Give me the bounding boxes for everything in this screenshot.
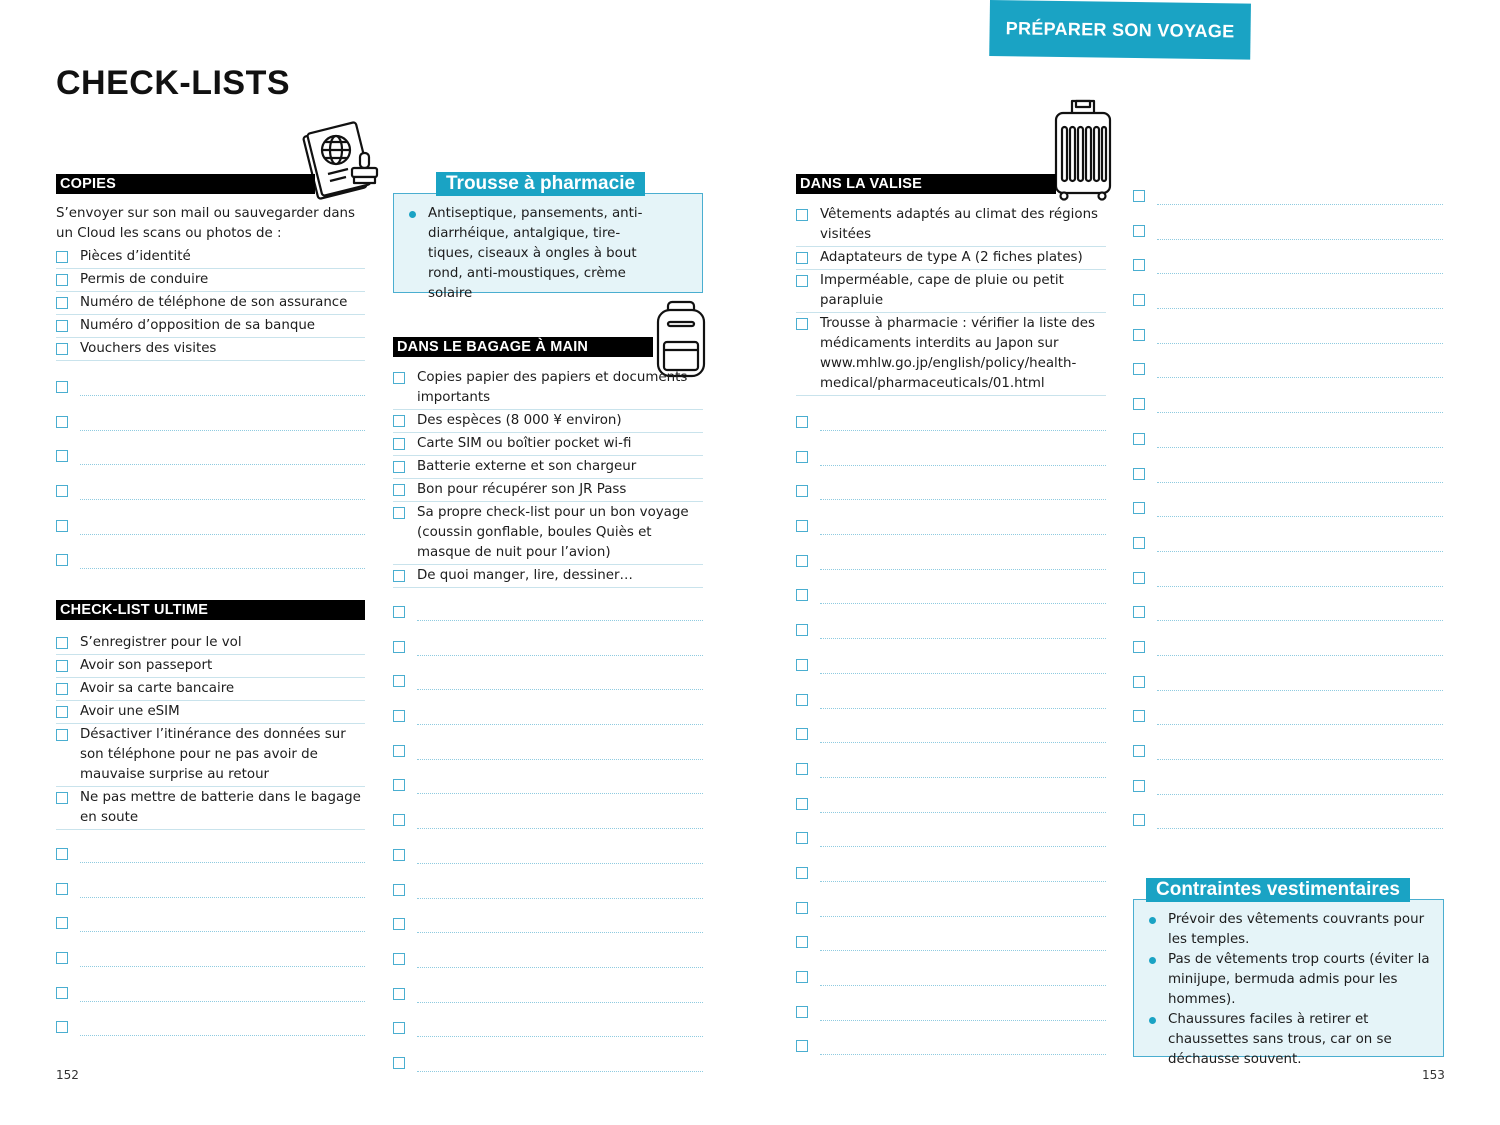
- checklist-item[interactable]: [393, 433, 703, 456]
- extra-checklist: [1133, 176, 1443, 835]
- bullet-item: [1134, 910, 1433, 950]
- write-in-line[interactable]: [820, 777, 1106, 778]
- write-in-line[interactable]: [80, 1001, 365, 1002]
- blank-checklist-row[interactable]: [796, 402, 1106, 437]
- blank-checklist-row[interactable]: [1133, 280, 1443, 315]
- checkbox[interactable]: [796, 485, 808, 497]
- blank-checklist-row[interactable]: [796, 784, 1106, 819]
- blank-checklist-row[interactable]: [796, 992, 1106, 1027]
- checklist-item-label: Avoir sa carte bancaire: [80, 681, 235, 696]
- write-in-line[interactable]: [1157, 690, 1443, 691]
- checkbox[interactable]: [796, 728, 808, 740]
- blank-checklist-row[interactable]: [1133, 800, 1443, 835]
- write-in-line[interactable]: [1157, 551, 1443, 552]
- checkbox[interactable]: [1133, 225, 1145, 237]
- valise-list: [796, 204, 1106, 396]
- copies-header: COPIES: [56, 174, 315, 194]
- checkbox[interactable]: [1133, 363, 1145, 375]
- checkbox[interactable]: [796, 416, 808, 428]
- checklist-item-label: Adaptateurs de type A (2 fiches plates): [820, 250, 1083, 265]
- blank-checklist-row[interactable]: [393, 870, 703, 905]
- checkbox[interactable]: [1133, 398, 1145, 410]
- blank-checklist-row[interactable]: [796, 645, 1106, 680]
- checkbox[interactable]: [796, 867, 808, 879]
- page-number-right: 153: [1422, 1068, 1445, 1082]
- blank-checklist-row[interactable]: [1133, 731, 1443, 766]
- write-in-line[interactable]: [820, 950, 1106, 951]
- checkbox[interactable]: [796, 798, 808, 810]
- blank-checklist-row[interactable]: [1133, 176, 1443, 211]
- checklist-item-label: Sa propre check-list pour un bon voyage (coussin gonflable, boules Quiès et masque de nuit pour l’avion): [417, 505, 689, 560]
- vestimentaires-list: [1134, 910, 1443, 1070]
- valise-section: [796, 174, 1106, 1061]
- write-in-line[interactable]: [417, 793, 703, 794]
- checkbox[interactable]: [393, 484, 405, 496]
- write-in-line[interactable]: [1157, 308, 1443, 309]
- checkbox[interactable]: [393, 570, 405, 582]
- blank-checklist-row[interactable]: [393, 835, 703, 870]
- checkbox[interactable]: [393, 988, 405, 1000]
- checkbox[interactable]: [393, 415, 405, 427]
- checklist-item-label: Trousse à pharmacie : vérifier la liste des médicaments interdits au Japon sur www.mhlw.go.jp/english/policy/health-medical/pharmaceuticals/01.html: [820, 316, 1095, 391]
- checkbox[interactable]: [1133, 537, 1145, 549]
- blank-checklist-row[interactable]: [1133, 315, 1443, 350]
- checkbox[interactable]: [1133, 502, 1145, 514]
- write-in-line[interactable]: [820, 603, 1106, 604]
- write-in-line[interactable]: [1157, 794, 1443, 795]
- write-in-line[interactable]: [417, 898, 703, 899]
- blank-checklist-row[interactable]: [1133, 419, 1443, 454]
- blank-checklist-row[interactable]: [393, 765, 703, 800]
- checkbox[interactable]: [56, 637, 68, 649]
- blank-checklist-row[interactable]: [1133, 454, 1443, 489]
- checklist-item-label: Des espèces (8 000 ¥ environ): [417, 413, 622, 428]
- write-in-line[interactable]: [820, 638, 1106, 639]
- write-in-line[interactable]: [1157, 724, 1443, 725]
- bullet-dot-icon: [1149, 917, 1156, 924]
- vestimentaires-title: Contraintes vestimentaires: [1146, 878, 1410, 902]
- bullet-dot-icon: [1149, 957, 1156, 964]
- checklist-item[interactable]: [56, 269, 365, 292]
- write-in-line[interactable]: [417, 655, 703, 656]
- checkbox[interactable]: [1133, 190, 1145, 202]
- checklist-item-label: Avoir son passeport: [80, 658, 213, 673]
- checkbox[interactable]: [796, 451, 808, 463]
- checklist-item[interactable]: [56, 787, 365, 830]
- checkbox[interactable]: [393, 675, 405, 687]
- checkbox[interactable]: [56, 520, 68, 532]
- write-in-line[interactable]: [80, 395, 365, 396]
- write-in-line[interactable]: [1157, 620, 1443, 621]
- checkbox[interactable]: [56, 416, 68, 428]
- write-in-line[interactable]: [80, 464, 365, 465]
- checkbox[interactable]: [393, 884, 405, 896]
- blank-checklist-row[interactable]: [1133, 766, 1443, 801]
- copies-blank-list: [56, 367, 365, 575]
- write-in-line[interactable]: [820, 985, 1106, 986]
- checklist-item[interactable]: [796, 204, 1106, 247]
- blank-checklist-row[interactable]: [796, 714, 1106, 749]
- checkbox[interactable]: [393, 779, 405, 791]
- checklist-item-label: De quoi manger, lire, dessiner…: [417, 568, 633, 583]
- checkbox[interactable]: [393, 710, 405, 722]
- checklist-item[interactable]: [393, 479, 703, 502]
- bullet-text: Prévoir des vêtements couvrants pour les temples.: [1168, 912, 1425, 947]
- write-in-line[interactable]: [1157, 447, 1443, 448]
- blank-checklist-row[interactable]: [1133, 523, 1443, 558]
- write-in-line[interactable]: [1157, 516, 1443, 517]
- write-in-line[interactable]: [1157, 204, 1443, 205]
- checkbox[interactable]: [56, 706, 68, 718]
- write-in-line[interactable]: [417, 1071, 703, 1072]
- bullet-dot-icon: [1149, 1017, 1156, 1024]
- ultime-section: [56, 600, 365, 1042]
- checkbox[interactable]: [1133, 710, 1145, 722]
- checkbox[interactable]: [1133, 641, 1145, 653]
- write-in-line[interactable]: [1157, 655, 1443, 656]
- pharmacie-box: [393, 173, 703, 301]
- blank-checklist-row[interactable]: [1133, 627, 1443, 662]
- checklist-item-label: Bon pour récupérer son JR Pass: [417, 482, 627, 497]
- write-in-line[interactable]: [820, 708, 1106, 709]
- checkbox[interactable]: [56, 952, 68, 964]
- blank-checklist-row[interactable]: [393, 800, 703, 835]
- checklist-item[interactable]: [796, 313, 1106, 396]
- checkbox[interactable]: [56, 792, 68, 804]
- checklist-item-label: Numéro de téléphone de son assurance: [80, 295, 348, 310]
- checklist-item[interactable]: [796, 270, 1106, 313]
- checkbox[interactable]: [393, 438, 405, 450]
- checklist-item-label: Permis de conduire: [80, 272, 209, 287]
- blank-checklist-row[interactable]: [1133, 245, 1443, 280]
- checkbox[interactable]: [56, 274, 68, 286]
- checkbox[interactable]: [56, 554, 68, 566]
- checkbox[interactable]: [1133, 606, 1145, 618]
- checkbox[interactable]: [1133, 433, 1145, 445]
- checklist-item[interactable]: [56, 315, 365, 338]
- blank-checklist-row[interactable]: [1133, 558, 1443, 593]
- write-in-line[interactable]: [417, 620, 703, 621]
- checklist-item[interactable]: [56, 724, 365, 787]
- checkbox[interactable]: [56, 297, 68, 309]
- write-in-line[interactable]: [80, 862, 365, 863]
- checklist-item[interactable]: [393, 456, 703, 479]
- ultime-blank-list: [56, 834, 365, 1042]
- checkbox[interactable]: [796, 1040, 808, 1052]
- blank-checklist-row[interactable]: [796, 506, 1106, 541]
- checkbox[interactable]: [56, 917, 68, 929]
- checkbox[interactable]: [56, 683, 68, 695]
- write-in-line[interactable]: [80, 430, 365, 431]
- checkbox[interactable]: [393, 814, 405, 826]
- checkbox[interactable]: [796, 520, 808, 532]
- write-in-line[interactable]: [417, 828, 703, 829]
- checkbox[interactable]: [393, 953, 405, 965]
- bagage-header: DANS LE BAGAGE À MAIN: [393, 337, 653, 357]
- blank-checklist-row[interactable]: [56, 938, 365, 973]
- blank-checklist-row[interactable]: [56, 402, 365, 437]
- checkbox[interactable]: [796, 555, 808, 567]
- checkbox[interactable]: [393, 918, 405, 930]
- checklist-item-label: Copies papier des papiers et documents importants: [417, 370, 688, 405]
- checkbox[interactable]: [796, 763, 808, 775]
- pharmacie-title: Trousse à pharmacie: [436, 172, 645, 196]
- blank-checklist-row[interactable]: [56, 436, 365, 471]
- blank-checklist-row[interactable]: [56, 973, 365, 1008]
- checklist-item-label: Désactiver l’itinérance des données sur son téléphone pour ne pas avoir de mauvaise surprise au retour: [80, 727, 346, 782]
- write-in-line[interactable]: [80, 931, 365, 932]
- checkbox[interactable]: [796, 902, 808, 914]
- blank-checklist-row[interactable]: [393, 974, 703, 1009]
- write-in-line[interactable]: [417, 1036, 703, 1037]
- blank-checklist-row[interactable]: [56, 1007, 365, 1042]
- checkbox[interactable]: [393, 745, 405, 757]
- blank-checklist-row[interactable]: [393, 696, 703, 731]
- checkbox[interactable]: [1133, 814, 1145, 826]
- checkbox[interactable]: [1133, 259, 1145, 271]
- write-in-line[interactable]: [417, 967, 703, 968]
- checklist-item[interactable]: [393, 565, 703, 588]
- write-in-line[interactable]: [80, 534, 365, 535]
- write-in-line[interactable]: [1157, 586, 1443, 587]
- checkbox[interactable]: [796, 971, 808, 983]
- bagage-section: [393, 337, 703, 1078]
- blank-checklist-row[interactable]: [796, 610, 1106, 645]
- write-in-line[interactable]: [1157, 239, 1443, 240]
- write-in-line[interactable]: [820, 430, 1106, 431]
- write-in-line[interactable]: [417, 932, 703, 933]
- blank-checklist-row[interactable]: [56, 540, 365, 575]
- checkbox[interactable]: [796, 694, 808, 706]
- checkbox[interactable]: [56, 660, 68, 672]
- write-in-line[interactable]: [820, 673, 1106, 674]
- checklist-item[interactable]: [56, 632, 365, 655]
- blank-checklist-row[interactable]: [1133, 662, 1443, 697]
- checkbox[interactable]: [56, 729, 68, 741]
- checklist-item-label: Carte SIM ou boîtier pocket wi-fi: [417, 436, 632, 451]
- blank-checklist-row[interactable]: [1133, 349, 1443, 384]
- blank-checklist-row[interactable]: [393, 1008, 703, 1043]
- blank-checklist-row[interactable]: [796, 1026, 1106, 1061]
- blank-checklist-row[interactable]: [796, 471, 1106, 506]
- write-in-line[interactable]: [820, 916, 1106, 917]
- checkbox[interactable]: [796, 589, 808, 601]
- copies-list: [56, 246, 365, 361]
- checkbox[interactable]: [56, 251, 68, 263]
- checkbox[interactable]: [1133, 745, 1145, 757]
- blank-checklist-row[interactable]: [1133, 488, 1443, 523]
- write-in-line[interactable]: [80, 499, 365, 500]
- extra-blank-list: [1133, 176, 1443, 835]
- write-in-line[interactable]: [417, 759, 703, 760]
- checklist-item[interactable]: [796, 247, 1106, 270]
- write-in-line[interactable]: [417, 863, 703, 864]
- checkbox[interactable]: [796, 1006, 808, 1018]
- write-in-line[interactable]: [417, 724, 703, 725]
- checkbox[interactable]: [393, 372, 405, 384]
- write-in-line[interactable]: [820, 846, 1106, 847]
- checkbox[interactable]: [796, 624, 808, 636]
- blank-checklist-row[interactable]: [796, 541, 1106, 576]
- checkbox[interactable]: [393, 507, 405, 519]
- blank-checklist-row[interactable]: [796, 853, 1106, 888]
- blank-checklist-row[interactable]: [796, 680, 1106, 715]
- checklist-item[interactable]: [393, 502, 703, 565]
- checkbox[interactable]: [56, 450, 68, 462]
- checkbox[interactable]: [1133, 676, 1145, 688]
- blank-checklist-row[interactable]: [393, 1043, 703, 1078]
- write-in-line[interactable]: [820, 812, 1106, 813]
- ultime-header: CHECK-LIST ULTIME: [56, 600, 365, 620]
- bullet-dot-icon: [409, 211, 416, 218]
- write-in-line[interactable]: [820, 465, 1106, 466]
- page-number-left: 152: [56, 1068, 79, 1082]
- checklist-item[interactable]: [393, 367, 703, 410]
- write-in-line[interactable]: [1157, 759, 1443, 760]
- checkbox[interactable]: [56, 320, 68, 332]
- write-in-line[interactable]: [820, 1054, 1106, 1055]
- write-in-line[interactable]: [1157, 412, 1443, 413]
- bullet-text: Chaussures faciles à retirer et chaussettes sans trous, car on se déchausse souvent.: [1168, 1012, 1392, 1067]
- blank-checklist-row[interactable]: [393, 731, 703, 766]
- write-in-line[interactable]: [80, 568, 365, 569]
- blank-checklist-row[interactable]: [56, 471, 365, 506]
- bullet-item: [1134, 1010, 1433, 1070]
- blank-checklist-row[interactable]: [1133, 696, 1443, 731]
- checkbox[interactable]: [796, 318, 808, 330]
- write-in-line[interactable]: [80, 966, 365, 967]
- bagage-blank-list: [393, 592, 703, 1078]
- vestimentaires-box: [1133, 879, 1444, 1067]
- checklist-item[interactable]: [56, 292, 365, 315]
- checkbox[interactable]: [796, 275, 808, 287]
- page-title: CHECK-LISTS: [56, 64, 291, 102]
- bagage-list: [393, 367, 703, 588]
- checkbox[interactable]: [796, 832, 808, 844]
- checklist-item[interactable]: [56, 655, 365, 678]
- write-in-line[interactable]: [417, 1002, 703, 1003]
- write-in-line[interactable]: [820, 742, 1106, 743]
- checkbox[interactable]: [1133, 294, 1145, 306]
- write-in-line[interactable]: [1157, 828, 1443, 829]
- checkbox[interactable]: [796, 936, 808, 948]
- checkbox[interactable]: [796, 209, 808, 221]
- section-tab: PRÉPARER SON VOYAGE: [989, 0, 1251, 60]
- checkbox[interactable]: [393, 606, 405, 618]
- blank-checklist-row[interactable]: [796, 575, 1106, 610]
- checklist-item[interactable]: [56, 701, 365, 724]
- checklist-item-label: Ne pas mettre de batterie dans le bagage en soute: [80, 790, 361, 825]
- checkbox[interactable]: [56, 343, 68, 355]
- checkbox[interactable]: [796, 659, 808, 671]
- blank-checklist-row[interactable]: [796, 922, 1106, 957]
- checkbox[interactable]: [56, 987, 68, 999]
- checklist-item-label: Numéro d’opposition de sa banque: [80, 318, 316, 333]
- checklist-item[interactable]: [56, 678, 365, 701]
- copies-intro: S’envoyer sur son mail ou sauvegarder dans un Cloud les scans ou photos de :: [56, 206, 356, 241]
- pharmacie-list: [394, 204, 702, 304]
- checklist-item[interactable]: [56, 246, 365, 269]
- write-in-line[interactable]: [1157, 273, 1443, 274]
- valise-header: DANS LA VALISE: [796, 174, 1056, 194]
- checkbox[interactable]: [393, 849, 405, 861]
- valise-blank-list: [796, 402, 1106, 1061]
- checkbox[interactable]: [56, 381, 68, 393]
- blank-checklist-row[interactable]: [393, 904, 703, 939]
- checkbox[interactable]: [1133, 468, 1145, 480]
- write-in-line[interactable]: [417, 689, 703, 690]
- blank-checklist-row[interactable]: [56, 869, 365, 904]
- write-in-line[interactable]: [820, 569, 1106, 570]
- write-in-line[interactable]: [80, 1035, 365, 1036]
- write-in-line[interactable]: [820, 881, 1106, 882]
- checkbox[interactable]: [393, 1057, 405, 1069]
- checklist-item[interactable]: [393, 410, 703, 433]
- ultime-list: [56, 632, 365, 830]
- checkbox[interactable]: [56, 883, 68, 895]
- checklist-item-label: Avoir une eSIM: [80, 704, 180, 719]
- write-in-line[interactable]: [820, 534, 1106, 535]
- blank-checklist-row[interactable]: [1133, 384, 1443, 419]
- bullet-text: Pas de vêtements trop courts (éviter la minijupe, bermuda admis pour les hommes).: [1168, 952, 1430, 1007]
- write-in-line[interactable]: [820, 1020, 1106, 1021]
- blank-checklist-row[interactable]: [393, 661, 703, 696]
- checklist-item[interactable]: [56, 338, 365, 361]
- blank-checklist-row[interactable]: [796, 437, 1106, 472]
- checklist-item-label: S’enregistrer pour le vol: [80, 635, 242, 650]
- checklist-item-label: Vouchers des visites: [80, 341, 217, 356]
- blank-checklist-row[interactable]: [393, 592, 703, 627]
- checkbox[interactable]: [1133, 780, 1145, 792]
- bullet-item: [1134, 950, 1433, 1010]
- copies-section: [56, 174, 365, 575]
- bullet-text: Antiseptique, pansements, anti-diarrhéique, antalgique, tire-tiques, ciseaux à ongles à bout rond, anti-moustiques, crème solaire: [428, 206, 643, 301]
- write-in-line[interactable]: [1157, 482, 1443, 483]
- bullet-item: [394, 204, 662, 304]
- write-in-line[interactable]: [80, 897, 365, 898]
- blank-checklist-row[interactable]: [1133, 211, 1443, 246]
- blank-checklist-row[interactable]: [796, 818, 1106, 853]
- checklist-item-label: Pièces d’identité: [80, 249, 191, 264]
- checkbox[interactable]: [1133, 572, 1145, 584]
- checkbox[interactable]: [56, 848, 68, 860]
- checkbox[interactable]: [393, 461, 405, 473]
- blank-checklist-row[interactable]: [796, 749, 1106, 784]
- checklist-item-label: Vêtements adaptés au climat des régions visitées: [820, 207, 1099, 242]
- blank-checklist-row[interactable]: [796, 888, 1106, 923]
- checkbox[interactable]: [393, 1022, 405, 1034]
- write-in-line[interactable]: [1157, 377, 1443, 378]
- checkbox[interactable]: [393, 641, 405, 653]
- checkbox[interactable]: [56, 485, 68, 497]
- blank-checklist-row[interactable]: [393, 627, 703, 662]
- blank-checklist-row[interactable]: [1133, 592, 1443, 627]
- blank-checklist-row[interactable]: [393, 939, 703, 974]
- checkbox[interactable]: [1133, 329, 1145, 341]
- blank-checklist-row[interactable]: [56, 367, 365, 402]
- checkbox[interactable]: [796, 252, 808, 264]
- blank-checklist-row[interactable]: [56, 903, 365, 938]
- blank-checklist-row[interactable]: [56, 506, 365, 541]
- write-in-line[interactable]: [1157, 343, 1443, 344]
- write-in-line[interactable]: [820, 499, 1106, 500]
- checklist-item-label: Batterie externe et son chargeur: [417, 459, 637, 474]
- blank-checklist-row[interactable]: [796, 957, 1106, 992]
- checkbox[interactable]: [56, 1021, 68, 1033]
- checklist-item-label: Imperméable, cape de pluie ou petit parapluie: [820, 273, 1064, 308]
- blank-checklist-row[interactable]: [56, 834, 365, 869]
